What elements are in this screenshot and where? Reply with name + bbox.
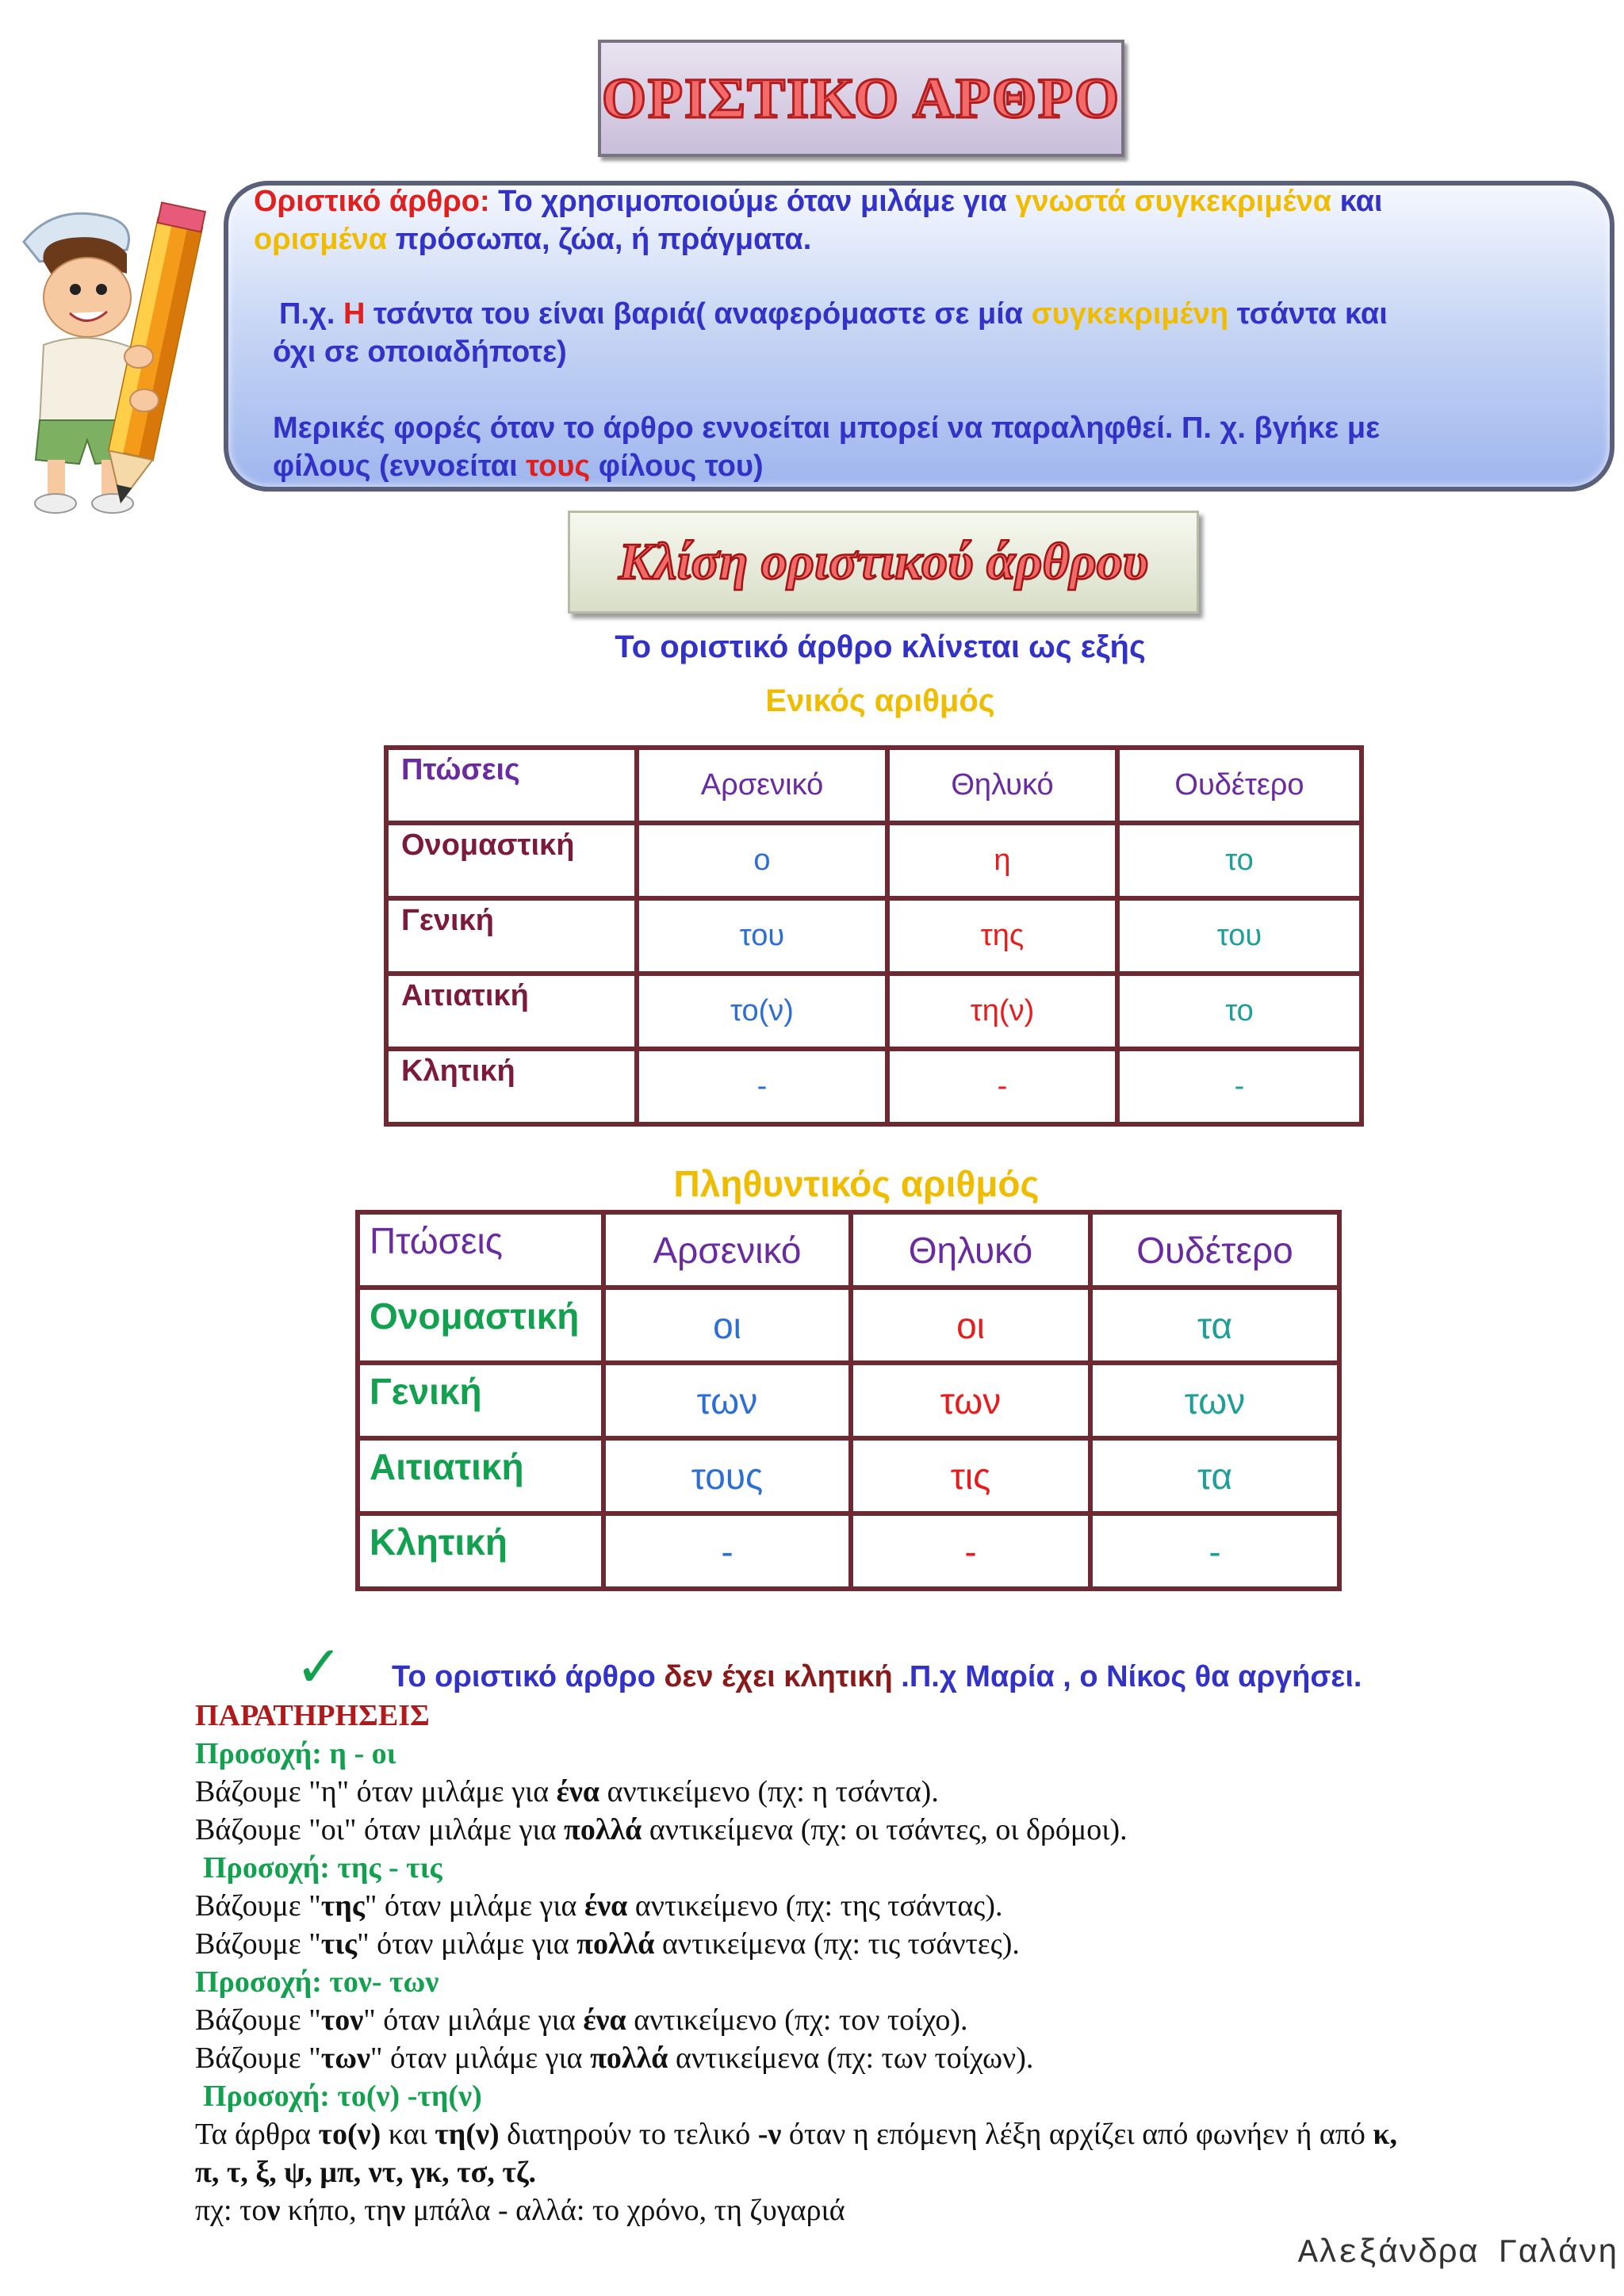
table-cell: η <box>890 825 1115 896</box>
note-heading: Προσοχή: της - τις <box>203 1851 442 1885</box>
subtitle: Κλίση οριστικού άρθρου <box>618 533 1149 591</box>
omission-line-1: Μερικές φορές όταν το άρθρο εννοείται μπορεί να παραληφθεί. Π. χ. βγήκε με <box>273 411 1381 445</box>
example-line-2: όχι σε οποιαδήποτε) <box>273 335 567 369</box>
note-heading: Προσοχή: τον- των <box>195 1965 439 1999</box>
boy-with-pencil-illustration <box>8 186 214 527</box>
case-cell: Γενική <box>389 901 634 971</box>
table-cell: - <box>1120 1051 1359 1122</box>
table-row <box>360 1290 1337 1360</box>
note-line: Βάζουμε "τις" όταν μιλάμε για πολλά αντικείμενα (πχ: τις τσάντες). <box>195 1927 1020 1961</box>
definition-line-2: ορισμένα πρόσωπα, ζώα, ή πράγματα. <box>254 223 812 256</box>
table-header-cell: Ουδέτερο <box>1093 1215 1337 1285</box>
table-cell: - <box>853 1516 1088 1586</box>
page-title: ΟΡΙΣΤΙΚΟ ΑΡΘΡΟ <box>601 66 1121 130</box>
table-cell: τη(ν) <box>890 976 1115 1047</box>
case-cell: Αιτιατική <box>389 976 634 1047</box>
title-banner <box>598 40 1124 157</box>
table-row <box>389 901 1359 971</box>
table-cell: τα <box>1093 1290 1337 1360</box>
case-cell: Ονομαστική <box>360 1290 601 1360</box>
table-cell: ο <box>639 825 885 896</box>
note-line: Τα άρθρα το(ν) και τη(ν) διατηρούν το τελικό -ν όταν η επόμενη λέξη αρχίζει από φωνήεν ή από κ, <box>195 2118 1398 2151</box>
table-cell: της <box>890 901 1115 971</box>
table-row <box>389 825 1359 896</box>
table-cell: - <box>1093 1516 1337 1586</box>
case-cell: Ονομαστική <box>389 825 634 896</box>
declension-intro: Το οριστικό άρθρο κλίνεται ως εξής <box>615 629 1146 664</box>
definition-line-1: Οριστικό άρθρο: Το χρησιμοποιούμε όταν μιλάμε για γνωστά συγκεκριμένα και <box>254 185 1383 218</box>
example-line-1: Π.χ. Η τσάντα του είναι βαριά( αναφερόμαστε σε μία συγκεκριμένη τσάντα και <box>279 297 1388 331</box>
table-header-cell: Θηλυκό <box>853 1215 1088 1285</box>
table-row <box>389 1051 1359 1122</box>
table-header-cell: Ουδέτερο <box>1120 750 1359 821</box>
note-line: π, τ, ξ, ψ, μπ, ντ, γκ, τσ, τζ. <box>195 2156 537 2189</box>
plural-table <box>355 1210 1342 1591</box>
table-row <box>360 1516 1337 1586</box>
table-header-cell: Πτώσεις <box>360 1215 601 1285</box>
case-cell: Κλητική <box>389 1051 634 1122</box>
table-header-cell: Αρσενικό <box>639 750 885 821</box>
note-line: Βάζουμε "οι" όταν μιλάμε για πολλά αντικείμενα (πχ: οι τσάντες, οι δρόμοι). <box>195 1813 1128 1846</box>
table-row <box>360 1365 1337 1436</box>
table-row <box>360 1441 1337 1511</box>
note-line: Βάζουμε "της" όταν μιλάμε για ένα αντικείμενο (πχ: της τσάντας). <box>195 1889 1003 1923</box>
table-header-cell: Θηλυκό <box>890 750 1115 821</box>
table-cell: των <box>606 1365 848 1436</box>
singular-table <box>384 745 1364 1127</box>
table-cell: οι <box>606 1290 848 1360</box>
table-cell: τους <box>606 1441 848 1511</box>
note-line: Βάζουμε "η" όταν μιλάμε για ένα αντικείμενο (πχ: η τσάντα). <box>195 1775 939 1808</box>
table-cell: του <box>1120 901 1359 971</box>
vocative-note: Το οριστικό άρθρο δεν έχει κλητική .Π.χ Μαρία , ο Νίκος θα αργήσει. <box>392 1660 1362 1693</box>
table-cell: των <box>853 1365 1088 1436</box>
author-signature: Αλεξάνδρα Γαλάνη <box>1297 2234 1618 2272</box>
plural-title: Πληθυντικός αριθμός <box>673 1163 1040 1204</box>
case-cell: Αιτιατική <box>360 1441 601 1511</box>
singular-title: Ενικός αριθμός <box>765 683 995 718</box>
note-heading: Προσοχή: η - οι <box>195 1737 396 1770</box>
note-line: Βάζουμε "των" όταν μιλάμε για πολλά αντικείμενα (πχ: των τοίχων). <box>195 2042 1034 2075</box>
checkmark-icon: ✓ <box>295 1636 343 1699</box>
table-row <box>389 976 1359 1047</box>
table-cell: το <box>1120 825 1359 896</box>
table-cell: - <box>606 1516 848 1586</box>
table-cell: το <box>1120 976 1359 1047</box>
table-row <box>389 750 1359 821</box>
omission-line-2: φίλους (εννοείται τους φίλους του) <box>273 450 764 483</box>
table-cell: το(ν) <box>639 976 885 1047</box>
table-cell: τα <box>1093 1441 1337 1511</box>
subtitle-banner <box>568 511 1199 614</box>
table-cell: - <box>639 1051 885 1122</box>
notes-heading: ΠΑΡΑΤΗΡΗΣΕΙΣ <box>195 1699 430 1732</box>
table-cell: του <box>639 901 885 971</box>
case-cell: Κλητική <box>360 1516 601 1586</box>
table-cell: - <box>890 1051 1115 1122</box>
case-cell: Γενική <box>360 1365 601 1436</box>
table-header-cell: Πτώσεις <box>389 750 634 821</box>
note-line: Βάζουμε "τον" όταν μιλάμε για ένα αντικείμενο (πχ: τον τοίχο). <box>195 2003 968 2037</box>
table-cell: τις <box>853 1441 1088 1511</box>
table-row <box>360 1215 1337 1285</box>
table-cell: των <box>1093 1365 1337 1436</box>
note-heading: Προσοχή: το(ν) -τη(ν) <box>203 2080 482 2113</box>
table-cell: οι <box>853 1290 1088 1360</box>
table-header-cell: Αρσενικό <box>606 1215 848 1285</box>
note-line: πχ: τον κήπο, την μπάλα - αλλά: το χρόνο, τη ζυγαριά <box>195 2194 845 2227</box>
definition-label: Οριστικό άρθρο: <box>254 185 490 218</box>
